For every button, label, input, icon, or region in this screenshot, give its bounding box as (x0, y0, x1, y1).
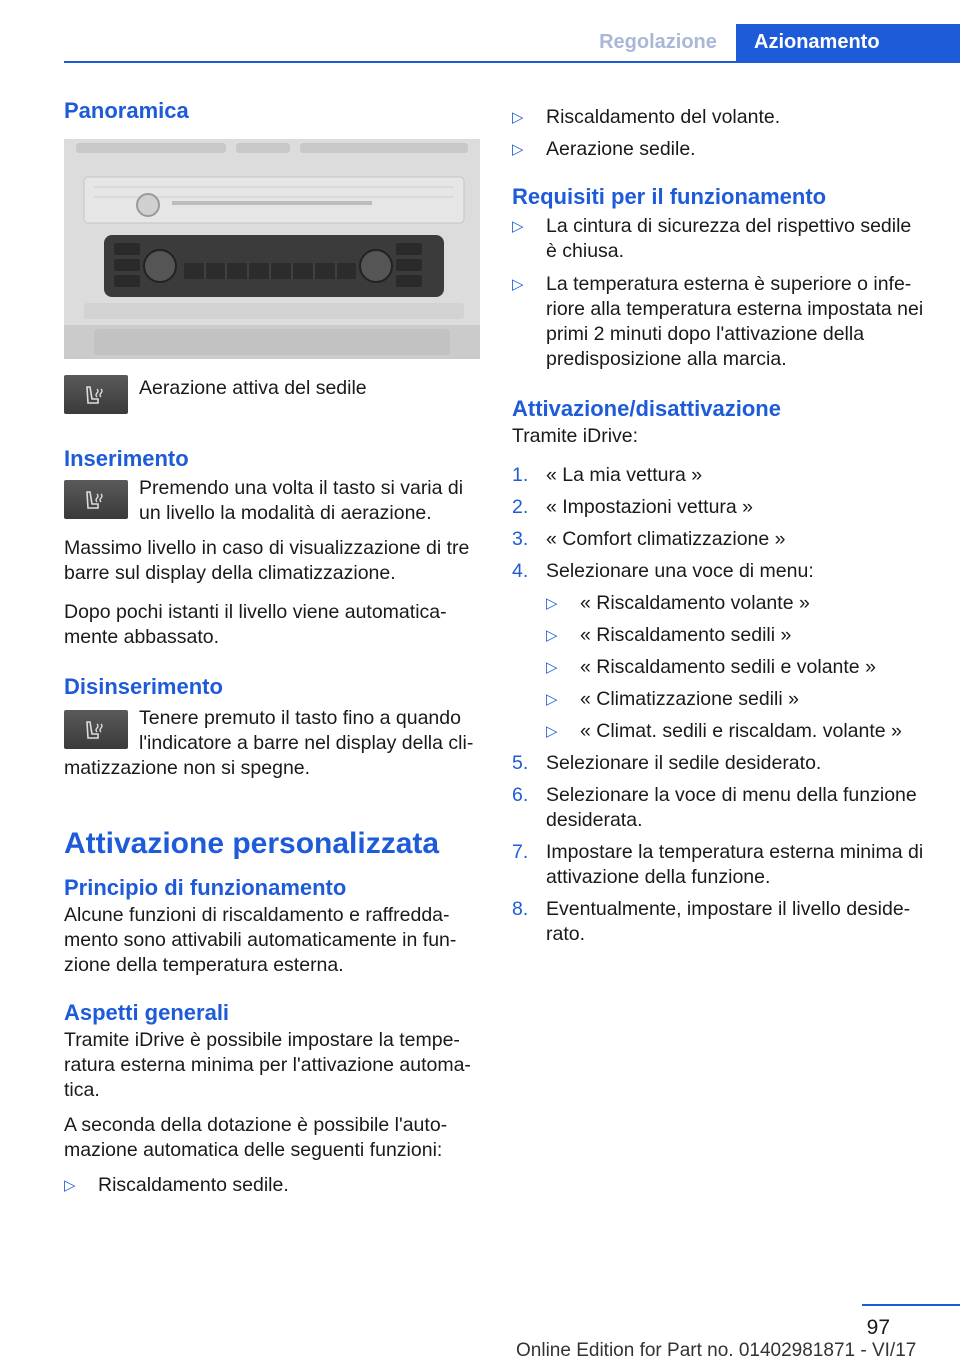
bullet-marker: ▷ (546, 723, 558, 740)
step-number: 7. (512, 841, 529, 863)
sub-item: « Climatizzazione sedili » (580, 688, 799, 710)
seat-ventilation-icon (64, 375, 128, 414)
step-number: 6. (512, 784, 529, 806)
edition-footer: Online Edition for Part no. 01402981871 - VI/17 (516, 1340, 917, 1361)
list-item (512, 495, 926, 520)
inserimento-text: Premendo una volta il tasto si varia di un livello la modalità di aerazione. (139, 477, 464, 524)
page-number: 97 (866, 1316, 890, 1339)
section-title-disinserimento: Disinserimento (64, 674, 223, 699)
principio-text: Alcune funzioni di riscaldamento e raffredda‐mento sono attivabili automaticamente in fun‐zione della temperatura esterna. (64, 904, 457, 976)
step-number: 2. (512, 496, 529, 518)
left-column (64, 96, 480, 1198)
list-item (512, 559, 926, 584)
caption-aerazione: Aerazione attiva del sedile (139, 377, 367, 399)
step-text: « La mia vettura » (546, 464, 703, 486)
list-item (512, 687, 926, 712)
step-text: « Impostazioni vettura » (546, 496, 754, 518)
sub-item: « Riscaldamento volante » (580, 592, 810, 614)
step-text: Selezionare una voce di menu: (546, 560, 814, 582)
list-item (64, 1173, 480, 1198)
bullet-marker: ▷ (546, 627, 558, 644)
aspetti-text-1: Tramite iDrive è possibile impostare la tempe‐ratura esterna minima per l'attivazione automa‐tica. (64, 1029, 471, 1101)
requisito-2: La temperatura esterna è superiore o infe‐riore alla temperatura esterna impostata nei primi 2 minuti dopo l'attivazione della predisposizione alla marcia. (546, 273, 924, 370)
bullet-marker: ▷ (512, 276, 524, 293)
list-item (512, 783, 926, 833)
bullet-marker: ▷ (512, 109, 524, 126)
list-item (512, 214, 926, 264)
bullet-marker: ▷ (546, 691, 558, 708)
section-title-inserimento: Inserimento (64, 446, 189, 471)
header-rule (64, 61, 960, 63)
inserimento-row (64, 476, 480, 526)
car-climate-control-panel-photo (64, 139, 480, 359)
step-text: Impostare la temperatura esterna minima di attivazione della funzione. (546, 841, 924, 888)
bullet-marker: ▷ (64, 1177, 76, 1194)
requisito-1: La cintura di sicurezza del rispettivo sedile è chiusa. (546, 215, 912, 262)
step-number: 4. (512, 560, 529, 582)
step-text: « Comfort climatizzazione » (546, 528, 786, 550)
step-number: 3. (512, 528, 529, 550)
bullet-marker: ▷ (546, 659, 558, 676)
disinserimento-text: Tenere premuto il tasto fino a quando l'indicatore a barre nel display della cli‐matizzazione non si spegne. (64, 707, 474, 779)
step-text: Selezionare la voce di menu della funzione desiderata. (546, 784, 917, 831)
aspetti-text-2: A seconda della dotazione è possibile l'auto‐mazione automatica delle seguenti funzioni: (64, 1114, 448, 1161)
tramite-idrive: Tramite iDrive: (512, 425, 639, 447)
list-item (512, 623, 926, 648)
sub-item: « Riscaldamento sedili » (580, 624, 792, 646)
disinserimento-block (64, 706, 480, 781)
list-item (512, 840, 926, 890)
tab-azionamento[interactable]: Azionamento (736, 24, 960, 61)
step-number: 1. (512, 464, 529, 486)
list-item (512, 591, 926, 616)
dopo-text: Dopo pochi istanti il livello viene automatica‐mente abbassato. (64, 601, 447, 648)
footer-rule (862, 1304, 960, 1306)
list-item (512, 105, 926, 130)
list-item (512, 272, 926, 372)
list-item (512, 751, 926, 776)
list-item (512, 527, 926, 552)
bullet-marker: ▷ (512, 141, 524, 158)
list-item (512, 137, 926, 162)
step-text: Eventualmente, impostare il livello deside‐rato. (546, 898, 911, 945)
massimo-text: Massimo livello in caso di visualizzazione di tre barre sul display della climatizzazione. (64, 537, 470, 584)
step-number: 8. (512, 898, 529, 920)
tab-regolazione[interactable]: Regolazione (599, 31, 717, 53)
section-title-requisiti: Requisiti per il funzionamento (512, 184, 827, 209)
step-text: Selezionare il sedile desiderato. (546, 752, 822, 774)
section-title-principio: Principio di funzionamento (64, 875, 347, 900)
list-item (512, 719, 926, 744)
climate-panel-illustration (64, 139, 480, 359)
list-item (512, 897, 926, 947)
section-title-attivazione-disattivazione: Attivazione/disattivazione (512, 396, 781, 421)
section-title-aspetti: Aspetti generali (64, 1000, 230, 1025)
chapter-title-attivazione-personalizzata: Attivazione personalizzata (64, 827, 440, 860)
step-number: 5. (512, 752, 529, 774)
bullet-marker: ▷ (546, 595, 558, 612)
section-title-panoramica: Panoramica (64, 98, 189, 123)
list-item (512, 655, 926, 680)
seat-ventilation-icon (64, 710, 128, 749)
bullet-marker: ▷ (512, 218, 524, 235)
list-item (512, 463, 926, 488)
sub-item: « Climat. sedili e riscaldam. volante » (580, 720, 902, 742)
bullet-aerazione: Aerazione sedile. (546, 138, 696, 160)
bullet-riscaldamento-sedile: Riscaldamento sedile. (98, 1174, 289, 1196)
bullet-volante: Riscaldamento del volante. (546, 106, 781, 128)
seat-ventilation-icon (64, 480, 128, 519)
caption-row-aerazione (64, 375, 480, 414)
sub-item: « Riscaldamento sedili e volante » (580, 656, 876, 678)
right-column (512, 105, 926, 947)
